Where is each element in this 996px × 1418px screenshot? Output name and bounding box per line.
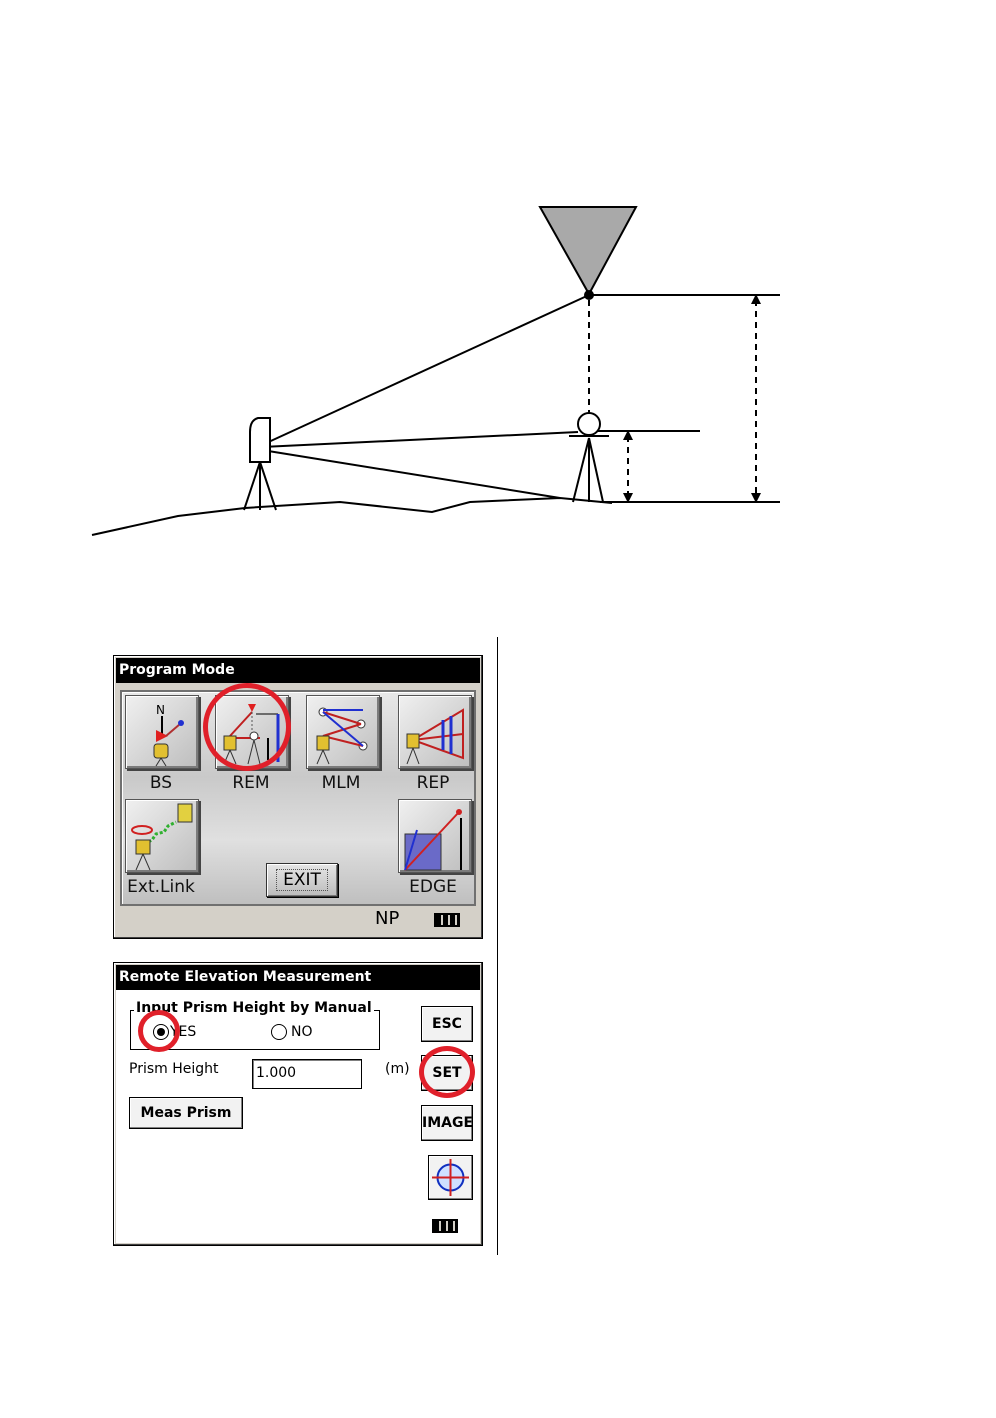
unit-label: (m) [385,1061,410,1077]
bs-label: BS [149,773,173,793]
missing-line-icon [307,696,379,768]
edge-measure-icon [399,800,471,872]
rep-label: REP [416,773,450,793]
mlm-label: MLM [321,773,361,793]
image-button[interactable]: IMAGE [421,1105,473,1141]
exit-label: EXIT [276,869,328,891]
rem-label: REM [232,773,270,793]
prism-height-label: Prism Height [129,1061,219,1077]
ground-line [92,498,612,535]
yes-label[interactable]: YES [170,1024,197,1040]
window-title: Program Mode [116,658,480,683]
no-radio[interactable] [271,1024,287,1040]
backsight-icon [126,696,198,768]
yes-highlight-circle [138,1010,180,1052]
target-button[interactable] [428,1155,473,1200]
exit-button[interactable] [266,863,338,897]
rem-highlight-circle [203,683,291,771]
rep-button[interactable] [398,695,472,769]
meas-prism-button[interactable]: Meas Prism [129,1097,243,1129]
total-station-icon [244,418,276,510]
repeat-measure-icon [399,696,471,768]
group-label: Input Prism Height by Manual [136,1000,372,1016]
rem-diagram [0,0,996,600]
target-triangle [540,207,636,294]
set-highlight-circle [419,1046,475,1098]
esc-button[interactable]: ESC [421,1006,473,1042]
battery-icon [434,913,460,927]
crosshair-target-icon [429,1156,472,1199]
np-status: NP [375,908,400,929]
edge-button[interactable] [398,799,472,873]
external-link-icon [126,800,198,872]
mlm-button[interactable] [306,695,380,769]
page-divider [497,637,498,1255]
ext-link-button[interactable] [125,799,199,873]
window-title: Remote Elevation Measurement [116,965,480,990]
bs-button[interactable] [125,695,199,769]
svg-text:N: N [156,703,165,717]
set-button[interactable]: SET [421,1055,473,1091]
ext-link-label: Ext.Link [127,877,195,897]
no-label[interactable]: NO [291,1024,313,1040]
battery-icon [432,1219,458,1233]
prism-height-input[interactable]: 1.000 [252,1059,362,1089]
prism-icon [569,413,609,502]
edge-label: EDGE [409,877,457,897]
